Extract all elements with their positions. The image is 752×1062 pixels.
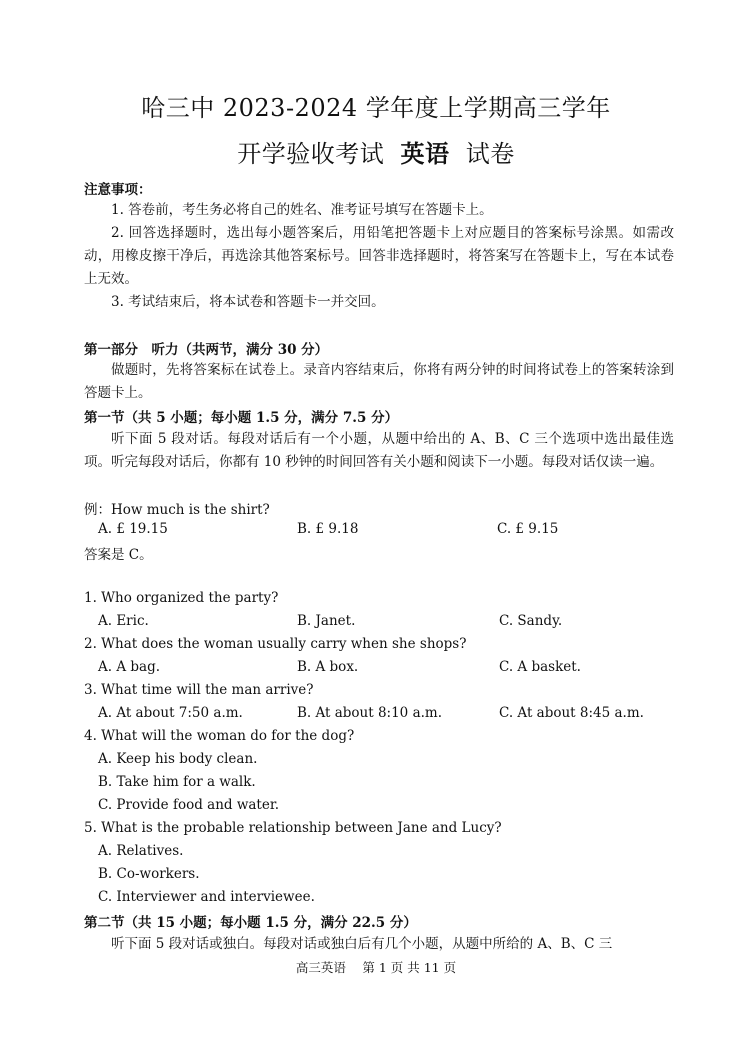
question-3-option-a: A. At about 7:50 a.m. (98, 705, 243, 721)
page-footer: 高三英语 第 1 页 共 11 页 (295, 960, 457, 975)
question-3: 3. What time will the man arrive? (84, 682, 314, 698)
notice-item-1: 1. 答卷前，考生务必将自己的姓名、准考证号填写在答题卡上。 (111, 202, 493, 218)
notice-heading: 注意事项： (84, 182, 152, 198)
question-5-option-b: B. Co-workers. (98, 866, 200, 882)
question-2-option-c: C. A basket. (499, 659, 581, 675)
question-5-option-a: A. Relatives. (98, 843, 184, 859)
section1-heading: 第一节（共 5 小题；每小题 1.5 分，满分 7.5 分） (84, 410, 399, 426)
question-3-option-b: B. At about 8:10 a.m. (297, 705, 442, 721)
section2-intro: 听下面 5 段对话或独白。每段对话或独白后有几个小题，从题中所给的 A、B、C 三 (111, 936, 613, 952)
question-2-option-b: B. A box. (297, 659, 359, 675)
part1-heading: 第一部分 听力（共两节，满分 30 分） (84, 342, 329, 358)
question-2: 2. What does the woman usually carry when she shops? (84, 636, 467, 652)
title-subject: 英语 (400, 139, 450, 168)
notice-item-2: 2. 回答选择题时，选出每小题答案后，用铅笔把答题卡上对应题目的答案标号涂黑。如需改动，用橡皮擦干净后，再选涂其他答案标号。回答非选择题时，将答案写在答题卡上，写在本试卷上无效。 (84, 225, 674, 287)
section2-heading: 第二节（共 15 小题；每小题 1.5 分，满分 22.5 分） (84, 915, 417, 931)
question-1-option-b: B. Janet. (297, 613, 356, 629)
question-1: 1. Who organized the party? (84, 590, 279, 606)
question-3-option-c: C. At about 8:45 a.m. (499, 705, 644, 721)
question-4: 4. What will the woman do for the dog? (84, 728, 355, 744)
example-option-a: A. £ 19.15 (98, 521, 168, 537)
notice-item-3: 3. 考试结束后，将本试卷和答题卡一并交回。 (111, 294, 385, 310)
question-2-option-a: A. A bag. (98, 659, 160, 675)
page-title-line1: 哈三中 2023-2024 学年度上学期高三学年 (141, 94, 611, 122)
question-5-option-c: C. Interviewer and interviewee. (98, 889, 315, 905)
part1-intro: 做题时，先将答案标在试卷上。录音内容结束后，你将有两分钟的时间将试卷上的答案转涂到答题卡上。 (84, 362, 674, 401)
example-option-c: C. £ 9.15 (497, 521, 559, 537)
question-5: 5. What is the probable relationship between Jane and Lucy? (84, 820, 502, 836)
question-1-option-c: C. Sandy. (499, 613, 563, 629)
question-4-option-b: B. Take him for a walk. (98, 774, 256, 790)
title-paper: 试卷 (465, 140, 515, 168)
example-question: 例：How much is the shirt? (84, 502, 270, 518)
question-4-option-c: C. Provide food and water. (98, 797, 280, 813)
title-exam-name: 开学验收考试 (237, 140, 385, 168)
question-1-option-a: A. Eric. (98, 613, 149, 629)
section1-intro: 听下面 5 段对话。每段对话后有一个小题，从题中给出的 A、B、C 三个选项中选出最佳选项。听完每段对话后，你都有 10 秒钟的时间回答有关小题和阅读下一小题。每段对话仅读一遍。 (84, 431, 674, 470)
question-4-option-a: A. Keep his body clean. (98, 751, 258, 767)
example-option-b: B. £ 9.18 (297, 521, 359, 537)
example-answer: 答案是 C。 (84, 547, 153, 563)
page-title-line2 (0, 134, 752, 169)
